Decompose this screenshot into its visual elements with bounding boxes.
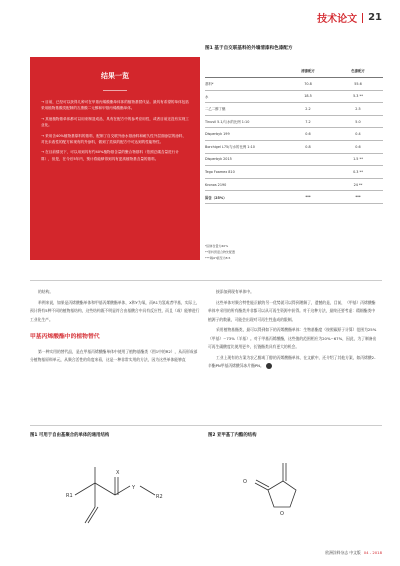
figure1-title: 图1 可用于自由基聚合的单体的通用结构 <box>30 433 110 438</box>
table-row <box>205 78 383 91</box>
paragraph: 这些单体对聚合特性能贡献的另一优势就可以得到理解了，遗憾的是，目前，（甲基）丙烯酸酯单体中采用的所有酯类并非都可以从可再生资源中获得。对于这种方法，最终还要考虑：精细酯类中植源子的数量，可能会出现对可再生性造成的限制。 <box>208 299 376 322</box>
page-header <box>317 10 382 25</box>
header-divider <box>362 13 363 23</box>
table-cell-v2: 0.3 ** <box>353 169 363 174</box>
article-end-icon: ● <box>266 363 272 369</box>
table-cell-name: 基料* <box>205 82 214 87</box>
group-r1-label: R1 <box>66 493 73 499</box>
group-r2-label: R2 <box>156 494 163 500</box>
section-divider <box>30 280 382 281</box>
table-row <box>205 141 383 154</box>
table-cell-v2: 55.6 <box>354 81 362 86</box>
formulation-table <box>205 64 383 204</box>
paragraph: 接添加到现有单体中。 <box>216 289 254 294</box>
table-cell-v1: 2.2 <box>305 106 311 111</box>
table-cell-v2: *** <box>355 195 361 200</box>
table-cell-v1: *** <box>305 195 311 200</box>
paragraph: 举例来说，如果是丙烯酸酯单体和甲基丙烯酸酯单体，X和Y为氧，而R1为氢或者甲基，实际上，预计将有5种不同的植物基结构，这些结构既不明显符合由基酸合中具有反应性，而且（或）能够进行工业化生产。 <box>30 299 200 322</box>
table-row <box>205 128 383 141</box>
table-cell-v2: 1.5 ** <box>353 157 363 162</box>
paragraph <box>208 354 378 371</box>
table-row <box>205 116 383 129</box>
section-label: 技术论文 <box>317 14 358 25</box>
table-cell-v2: 24 ** <box>353 182 363 187</box>
table-header-pigmented: 色漆配方 <box>351 69 365 73</box>
table-notes <box>205 243 235 261</box>
table-cell-v2: 5.3 ** <box>353 94 363 99</box>
page-footer <box>325 550 382 556</box>
table-note: *固体含量为40% <box>205 244 229 248</box>
summary-item: → 其他植物基单体都可以用来制造成品，具有在配方中的参考应用性，或者目前还没有实现工业化。 <box>41 116 189 128</box>
table-note: ***调pH值至为8.5 <box>205 256 231 260</box>
table-row <box>205 103 383 116</box>
table-cell-name: 水 <box>205 94 209 99</box>
table-note: **原料预混合物先配置 <box>205 250 236 254</box>
table-cell-name: Borchigel L75/与水的比例 1:10 <box>205 145 255 150</box>
body-column-right <box>208 288 378 373</box>
table-row <box>205 166 383 179</box>
table-header-row <box>205 64 383 78</box>
table-cell-name: Disperbyk 199 <box>205 132 230 137</box>
carbonyl-o-label: O <box>243 479 247 485</box>
summary-item: → 目前，已经可以获得几种可在甲基丙烯酸酯单体体的植物基替代品。最具有希望的单体包括采用植物基酸类配制的衣康酸二元醇和甲基丙烯酸酯单体。 <box>41 100 189 111</box>
page-number: 21 <box>368 12 382 23</box>
table-row <box>205 154 383 167</box>
body-column-left <box>30 288 200 367</box>
summary-divider <box>103 90 127 91</box>
summary-box <box>30 57 200 260</box>
paragraph: 第一种实用的替代品，是在甲基丙烯酸酯单体中使用了植物基酯类（图1中的R2），从而形成部分植物基原料单元，从聚合活性的角度来看，这是一种非常实用的方法，因为这些单体能够直 <box>30 348 198 362</box>
ring-o-label: O <box>280 511 284 517</box>
paragraph: 的结构。 <box>38 289 54 294</box>
table-cell-v2: 5.0 <box>355 119 361 124</box>
lactone-structure-diagram <box>208 445 373 535</box>
table-cell-name: 二乙二醇丁醚 <box>205 107 226 112</box>
atom-x-label: X <box>116 470 120 476</box>
table-cell-v1: 0.6 <box>305 132 311 137</box>
section-heading: 甲基丙烯酸酯中的植物替代 <box>30 334 100 340</box>
table-row <box>205 191 383 204</box>
table-cell-v2: 0.4 <box>355 132 361 137</box>
table-cell-v1: 0.8 <box>305 144 311 149</box>
issue-number: 04 - 2018 <box>363 550 382 555</box>
table-cell-name: Kronos 2190 <box>205 182 227 187</box>
table-cell-v1: 7.2 <box>305 119 311 124</box>
atom-y-label: Y <box>132 485 136 491</box>
figure2-title: 图2 亚甲基丁内酯的结构 <box>208 433 257 438</box>
table-title: 图1 基于自交联基料的外墙清漆和色漆配方 <box>205 46 293 51</box>
table-cell-v2: 2.5 <box>355 106 361 111</box>
table-cell-v1: 70.8 <box>304 81 312 86</box>
table-cell-name: 固含（25%） <box>205 195 227 200</box>
table-row <box>205 179 383 192</box>
paragraph: 采用植物基酯类，最可以得到如下的丙烯酸酯单体：生物基酯度（按照碳原子计算）范围为25%（甲基）~73%（羊基）。对于甲基丙烯酸酯，这些值的范围相应为20%~67%，因此，为了制备出可再生碳酸度比使用更多，长链酯类具有更大的机会。 <box>208 327 377 349</box>
table-cell-name: Tego Foamex 810 <box>205 169 235 174</box>
summary-item: → 采用含40%植物基原料的基料，配制了自交联外涂水基涂料和耐久性外层面涂层的涂料，对比未改性的配方和现有的外涂料，做到了类似的配方中可达到的性能特性。 <box>41 133 187 145</box>
summary-title: 结果一览 <box>101 72 129 80</box>
summary-item: → 在目前情况下，可以用到具有约40%植物基含量的聚合物基料（依照总碳含量进行计算），但是，在今后5年内，预计将能够得到具有更高植物基含量的基料。 <box>41 150 179 161</box>
table-cell-name: Disperbyk 2015 <box>205 157 232 162</box>
paragraph-text: 工业上现有的方案为农乙醇或丁醇的丙烯酸酯单体，在文献中，还介绍了其他方案，如丙烯酸2-辛酯PN甲基丙烯酸异冰片酯PN。 <box>208 354 376 368</box>
table-cell-name: Tinuvil 5.1/与水的比例 1:10 <box>205 120 250 125</box>
table-cell-v1: 18.5 <box>304 94 312 99</box>
table-cell-v2: 0.6 <box>355 144 361 149</box>
figure-divider <box>30 425 382 426</box>
table-row <box>205 91 383 104</box>
table-header-clear: 清漆配方 <box>301 69 315 73</box>
monomer-structure-diagram <box>30 445 195 535</box>
publication-name: 欧洲涂料杂志 中文版 <box>325 550 361 555</box>
